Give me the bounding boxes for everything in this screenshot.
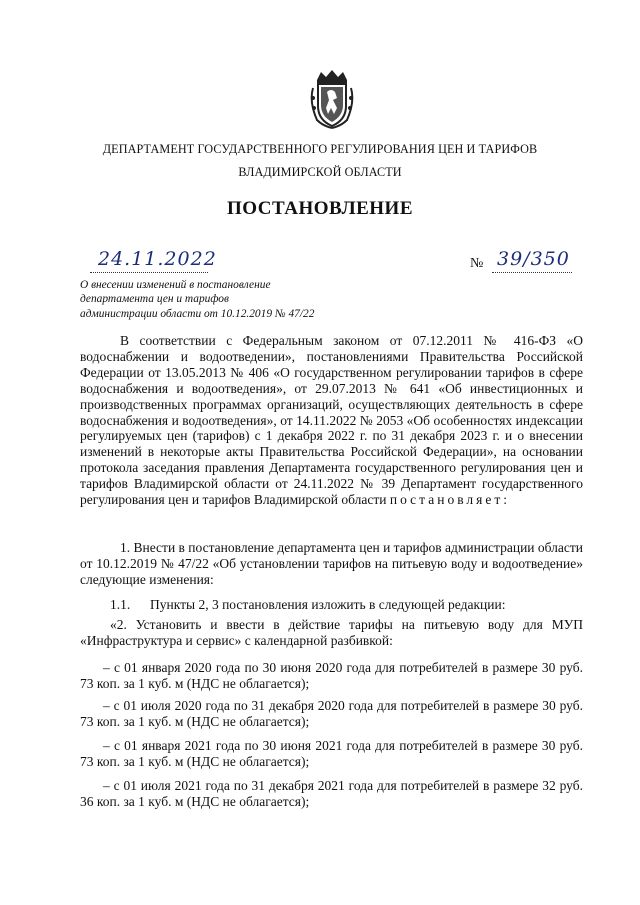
handwritten-date: 24.11.2022 bbox=[98, 248, 217, 270]
item-1-paragraph: 1. Внести в постановление департамента цен и тарифов администрации области от 10.12.2019 № 47/22 «Об установлении тарифов на питьевую воду и водоотведение» следующие изменения: bbox=[80, 540, 584, 587]
handwritten-number: 39/350 bbox=[497, 248, 570, 270]
item-number: 1.1. bbox=[110, 597, 131, 612]
tariff-line: – с 01 июля 2021 года по 31 декабря 2021 года для потребителей в размере 32 руб. 36 коп. за 1 куб. м (НДС не облагается); bbox=[80, 778, 583, 809]
subject-line: О внесении изменений в постановление bbox=[80, 279, 271, 291]
item-2-paragraph: «2. Установить и ввести в действие тарифы на питьевую воду для МУП «Инфраструктура и сервис» с календарной разбивкой: bbox=[80, 617, 583, 648]
department-region: ВЛАДИМИРСКОЙ ОБЛАСТИ bbox=[238, 165, 402, 179]
number-underline bbox=[492, 272, 572, 273]
item-1-1-paragraph bbox=[80, 597, 583, 613]
document-title: ПОСТАНОВЛЕНИЕ bbox=[226, 198, 414, 219]
coat-of-arms-icon bbox=[307, 68, 357, 130]
decree-word: постановляет: bbox=[389, 492, 510, 508]
tariff-line: – с 01 января 2020 года по 30 июня 2020 года для потребителей в размере 30 руб. 73 коп. за 1 куб. м (НДС не облагается); bbox=[80, 660, 583, 691]
number-label: № bbox=[470, 256, 484, 271]
document-subject bbox=[80, 278, 380, 321]
preamble-paragraph bbox=[80, 333, 583, 508]
date-underline bbox=[90, 272, 208, 273]
preamble-text: В соответствии с Федеральным законом от 07.12.2011 № 416-ФЗ «О водоснабжении и водоотведении», постановлениями Правительства Российской Федерации от 13.05.2013 № 406 «О государственном регулировании тарифов в сфере водоснабжения и водоотведения», от 29.07.2013 № 641 «Об инвестиционных и производственных программах организаций, осуществляющих деятельность в сфере водоснабжения и водоотведения», от 14.11.2022 № 2053 «Об особенностях индексации регулируемых цен (тарифов) с 1 декабря 2022 г. по 31 декабря 2023 г. и о внесении изменений в некоторые акты Правительства Российской Федерации», на основании протокола заседания правления Департамента государственного регулирования цен и тарифов Владимирской области от 24.11.2022 № 39 Департамент государственного регулирования цен и тарифов Владимирской области bbox=[80, 333, 583, 508]
item-text: Пункты 2, 3 постановления изложить в следующей редакции: bbox=[150, 597, 506, 612]
tariff-line: – с 01 января 2021 года по 30 июня 2021 года для потребителей в размере 30 руб. 73 коп. за 1 куб. м (НДС не облагается); bbox=[80, 738, 583, 769]
department-name: ДЕПАРТАМЕНТ ГОСУДАРСТВЕННОГО РЕГУЛИРОВАНИЯ ЦЕН И ТАРИФОВ bbox=[102, 142, 538, 156]
subject-line: департамента цен и тарифов bbox=[80, 293, 229, 306]
subject-line: администрации области от 10.12.2019 № 47/22 bbox=[80, 307, 315, 320]
tariff-line: – с 01 июля 2020 года по 31 декабря 2020 года для потребителей в размере 30 руб. 73 коп. за 1 куб. м (НДС не облагается); bbox=[80, 698, 583, 729]
